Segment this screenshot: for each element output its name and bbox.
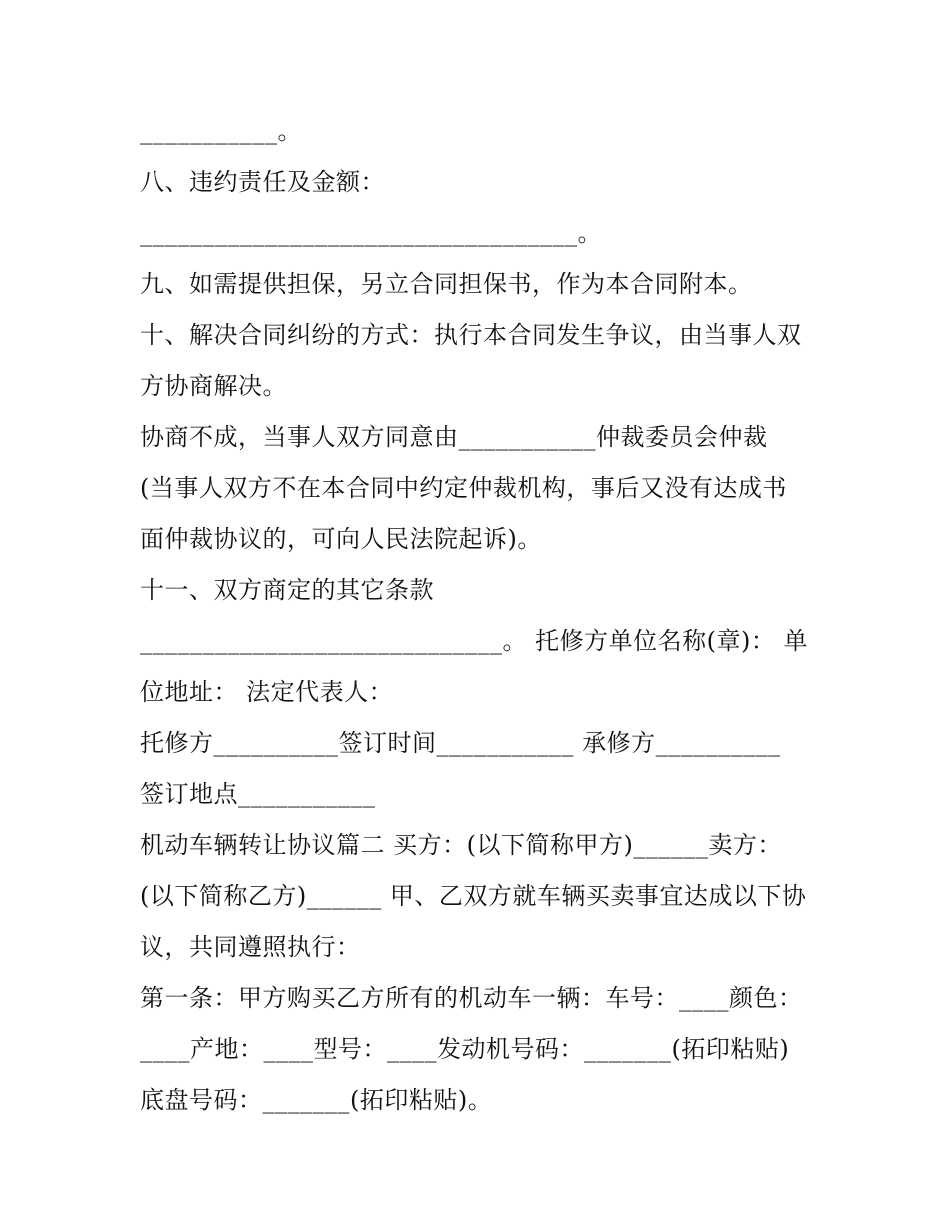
- document-body: [140, 106, 830, 1126]
- text-line: 面仲裁协议的，可向人民法院起诉)。: [140, 525, 542, 553]
- text-line: 签订地点___________: [140, 780, 376, 808]
- text-line: 位地址： 法定代表人：: [140, 678, 394, 706]
- text-line: 十一、双方商定的其它条款: [140, 576, 434, 604]
- text-line: 方协商解决。: [140, 372, 287, 400]
- text-line: (以下简称乙方)______ 甲、乙双方就车辆买卖事宜达成以下协: [140, 882, 807, 910]
- text-line: ___________________________________。: [140, 219, 602, 247]
- text-line: 十、解决合同纠纷的方式：执行本合同发生争议，由当事人双: [140, 321, 802, 349]
- text-line: 第一条：甲方购买乙方所有的机动车一辆：车号：____颜色：: [140, 984, 803, 1012]
- text-line: 议，共同遵照执行：: [140, 933, 361, 961]
- text-line: ____产地：____型号：____发动机号码：_______(拓印粘贴): [140, 1035, 790, 1063]
- text-line: 托修方__________签订时间___________ 承修方__________: [140, 729, 781, 757]
- text-line: 机动车辆转让协议篇二 买方：(以下简称甲方)______卖方：: [140, 831, 782, 859]
- text-line: ___________。: [140, 117, 302, 145]
- text-line: 八、违约责任及金额：: [140, 168, 385, 196]
- text-line: (当事人双方不在本合同中约定仲裁机构，事后又没有达成书: [140, 474, 787, 502]
- text-line: 九、如需提供担保，另立合同担保书，作为本合同附本。: [140, 270, 753, 298]
- text-line: 底盘号码：_______(拓印粘贴)。: [140, 1086, 493, 1114]
- text-line: _____________________________。 托修方单位名称(章)： 单: [140, 627, 808, 655]
- text-line: 协商不成，当事人双方同意由___________仲裁委员会仲裁: [140, 423, 768, 451]
